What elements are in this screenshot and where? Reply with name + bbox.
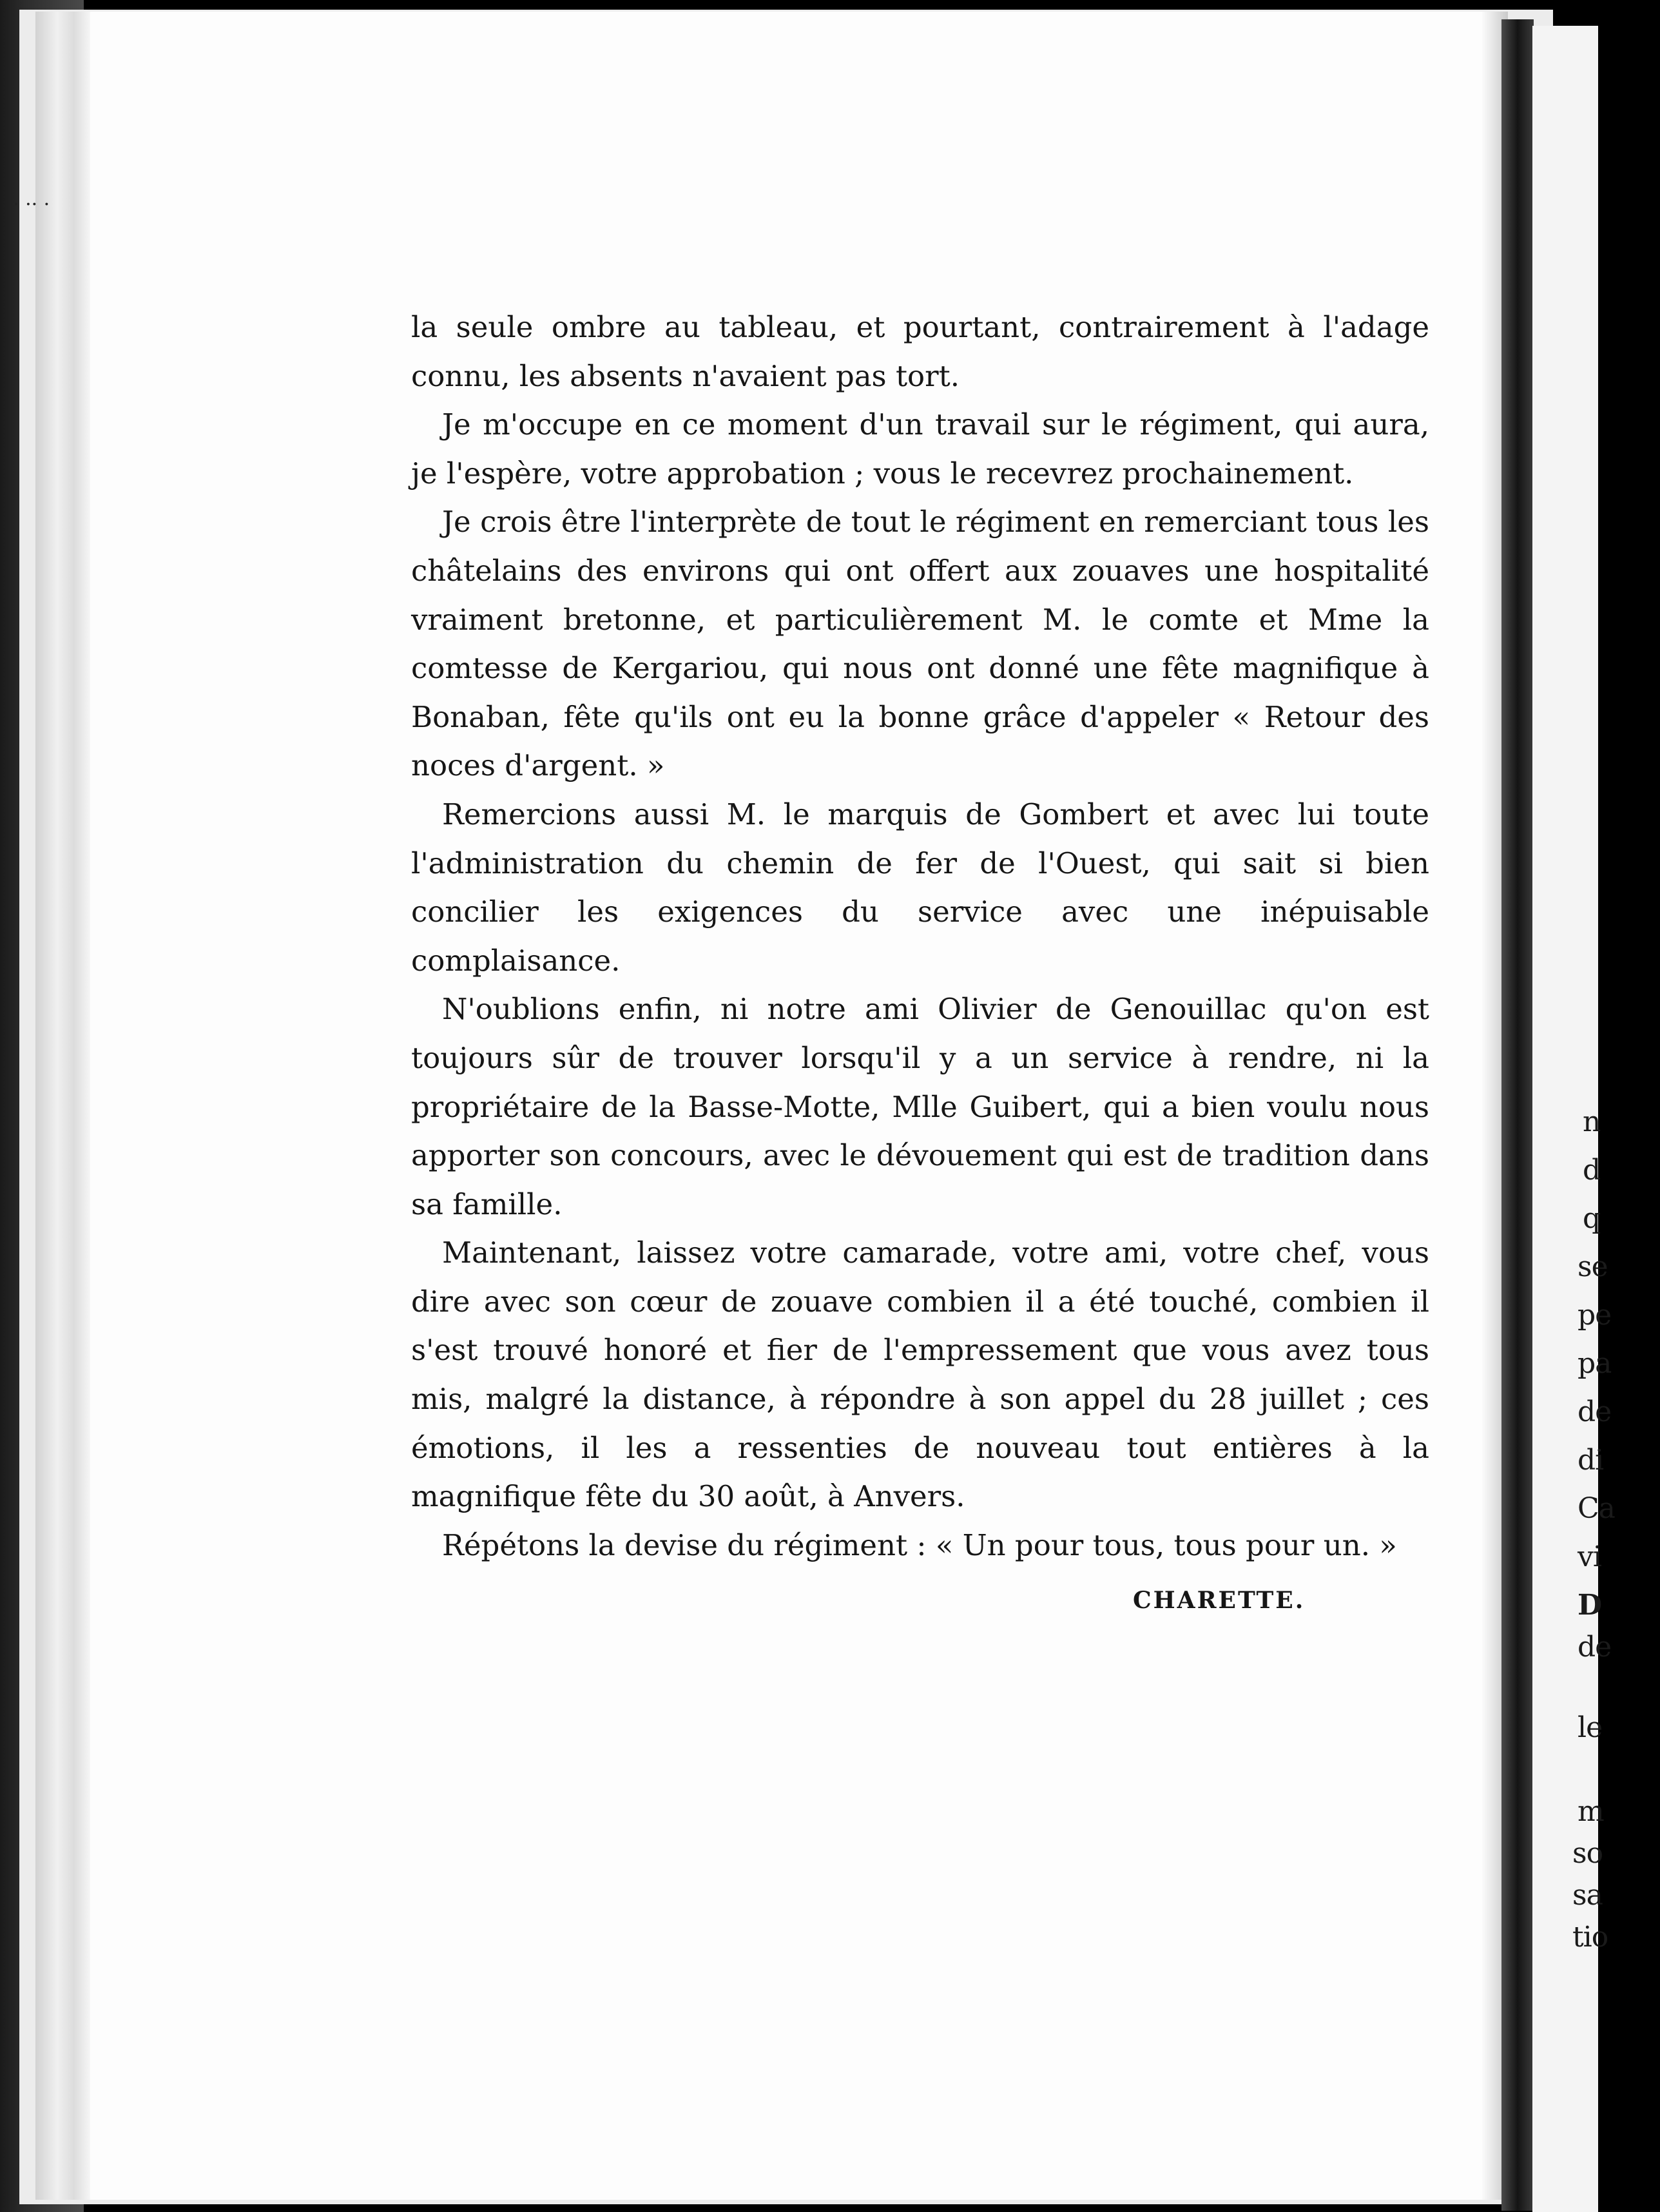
- fragment: D: [1578, 1589, 1602, 1622]
- paragraph: Maintenant, laissez votre camarade, votre ami, votre chef, vous dire avec son cœur de zouave combien il a été touché, combien il s'est trouvé honoré et fier de l'empressement que vous avez tous mis, malgré la distance, à répondre à son appel du 28 juillet ; ces émotions, il les a ressenties de nouveau tout entières à la magnifique fête du 30 août, à Anvers.: [411, 1236, 1429, 1514]
- adjacent-page: [1532, 26, 1615, 2212]
- body-text: [411, 303, 1429, 1569]
- fragment: m: [1578, 1795, 1604, 1828]
- fragment: so: [1572, 1837, 1603, 1870]
- paragraph: Répétons la devise du régiment : « Un pour tous, tous pour un. »: [442, 1528, 1397, 1562]
- scan-speck: · ·· ·: [13, 193, 50, 216]
- fragment: vi: [1578, 1540, 1601, 1573]
- fragment: q: [1583, 1202, 1601, 1235]
- fragment: sa: [1572, 1879, 1603, 1912]
- paragraph: Je m'occupe en ce moment d'un travail sur le régiment, qui aura, je l'espère, votre approbation ; vous le recevrez prochainement.: [411, 407, 1429, 490]
- paragraph: Je crois être l'interprète de tout le régiment en remerciant tous les châtelains des environs qui ont offert aux zouaves une hospitalité vraiment bretonne, et particulièrement M. le comte et Mme la comtesse de Kergariou, qui nous ont donné une fête magnifique à Bonaban, fête qu'ils ont eu la bonne grâce d'appeler « Retour des noces d'argent. »: [411, 505, 1429, 783]
- fragment: Ca: [1578, 1492, 1615, 1525]
- fragment: tio: [1572, 1921, 1608, 1954]
- fragment: pa: [1578, 1347, 1612, 1380]
- binding-shadow: [1501, 19, 1534, 2211]
- fragment: n: [1583, 1105, 1601, 1138]
- paragraph: Remercions aussi M. le marquis de Gombert et avec lui toute l'administration du chemin de fer de l'Ouest, qui sait si bien concilier les exigences du service avec une inépuisable complaisance.: [411, 797, 1429, 978]
- paragraph: N'oublions enfin, ni notre ami Olivier de Genouillac qu'on est toujours sûr de trouver lorsqu'il y a un service à rendre, ni la propriétaire de la Basse-Motte, Mlle Guibert, qui a bien voulu nous apporter son concours, avec le dévouement qui est de tradition dans sa famille.: [411, 992, 1429, 1221]
- fragment: d: [1583, 1154, 1601, 1187]
- stacked-page-edges: [35, 12, 90, 2200]
- fragment: de: [1578, 1631, 1612, 1664]
- paragraph: la seule ombre au tableau, et pourtant, contrairement à l'adage connu, les absents n'avaient pas tort.: [411, 310, 1429, 393]
- fragment: di: [1578, 1444, 1604, 1477]
- signature: CHARETTE.: [1133, 1587, 1306, 1614]
- fragment: le: [1578, 1711, 1603, 1744]
- fragment: se: [1578, 1250, 1608, 1283]
- fragment: de: [1578, 1395, 1612, 1428]
- fragment: pe: [1578, 1299, 1612, 1332]
